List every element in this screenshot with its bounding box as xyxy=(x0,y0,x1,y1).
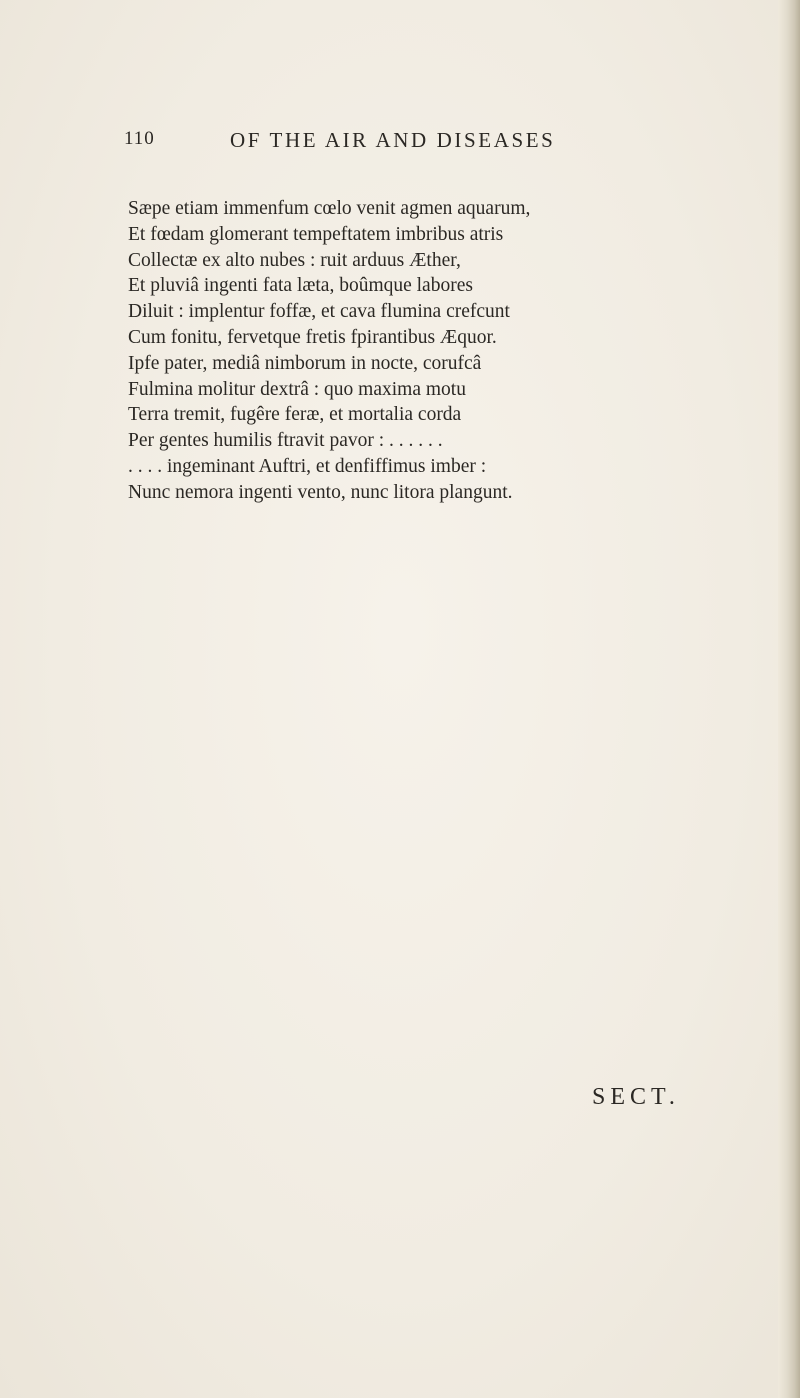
page-edge-shadow xyxy=(778,0,800,1398)
verse-block xyxy=(128,196,648,506)
verse-line: Per gentes humilis ftravit pavor : . . . . . . xyxy=(128,430,443,452)
verse-line: Cum fonitu, fervetque fretis fpirantibus Æquor. xyxy=(128,326,497,348)
page-header xyxy=(124,128,644,158)
running-head: OF THE AIR AND DISEASES xyxy=(230,128,556,152)
verse-line: Fulmina molitur dextrâ : quo maxima motu xyxy=(128,378,466,400)
verse-line: Nunc nemora ingenti vento, nunc litora plangunt. xyxy=(128,481,513,503)
verse-line: Et fœdam glomerant tempeftatem imbribus atris xyxy=(128,223,504,245)
verse-line: Diluit : implentur foffæ, et cava flumina crefcunt xyxy=(128,301,510,323)
verse-line: Terra tremit, fugêre feræ, et mortalia corda xyxy=(128,404,462,426)
verse-line: Collectæ ex alto nubes : ruit arduus Æther, xyxy=(128,249,461,271)
verse-line: . . . . ingeminant Auftri, et denfiffimus imber : xyxy=(128,455,487,477)
verse-line: Sæpe etiam immenfum cœlo venit agmen aquarum, xyxy=(128,198,531,219)
catchword: SECT. xyxy=(592,1084,680,1110)
verse-line: Et pluviâ ingenti fata læta, boûmque labores xyxy=(128,275,473,297)
page-number: 110 xyxy=(124,128,155,149)
verse-line: Ipfe pater, mediâ nimborum in nocte, corufcâ xyxy=(128,352,482,374)
